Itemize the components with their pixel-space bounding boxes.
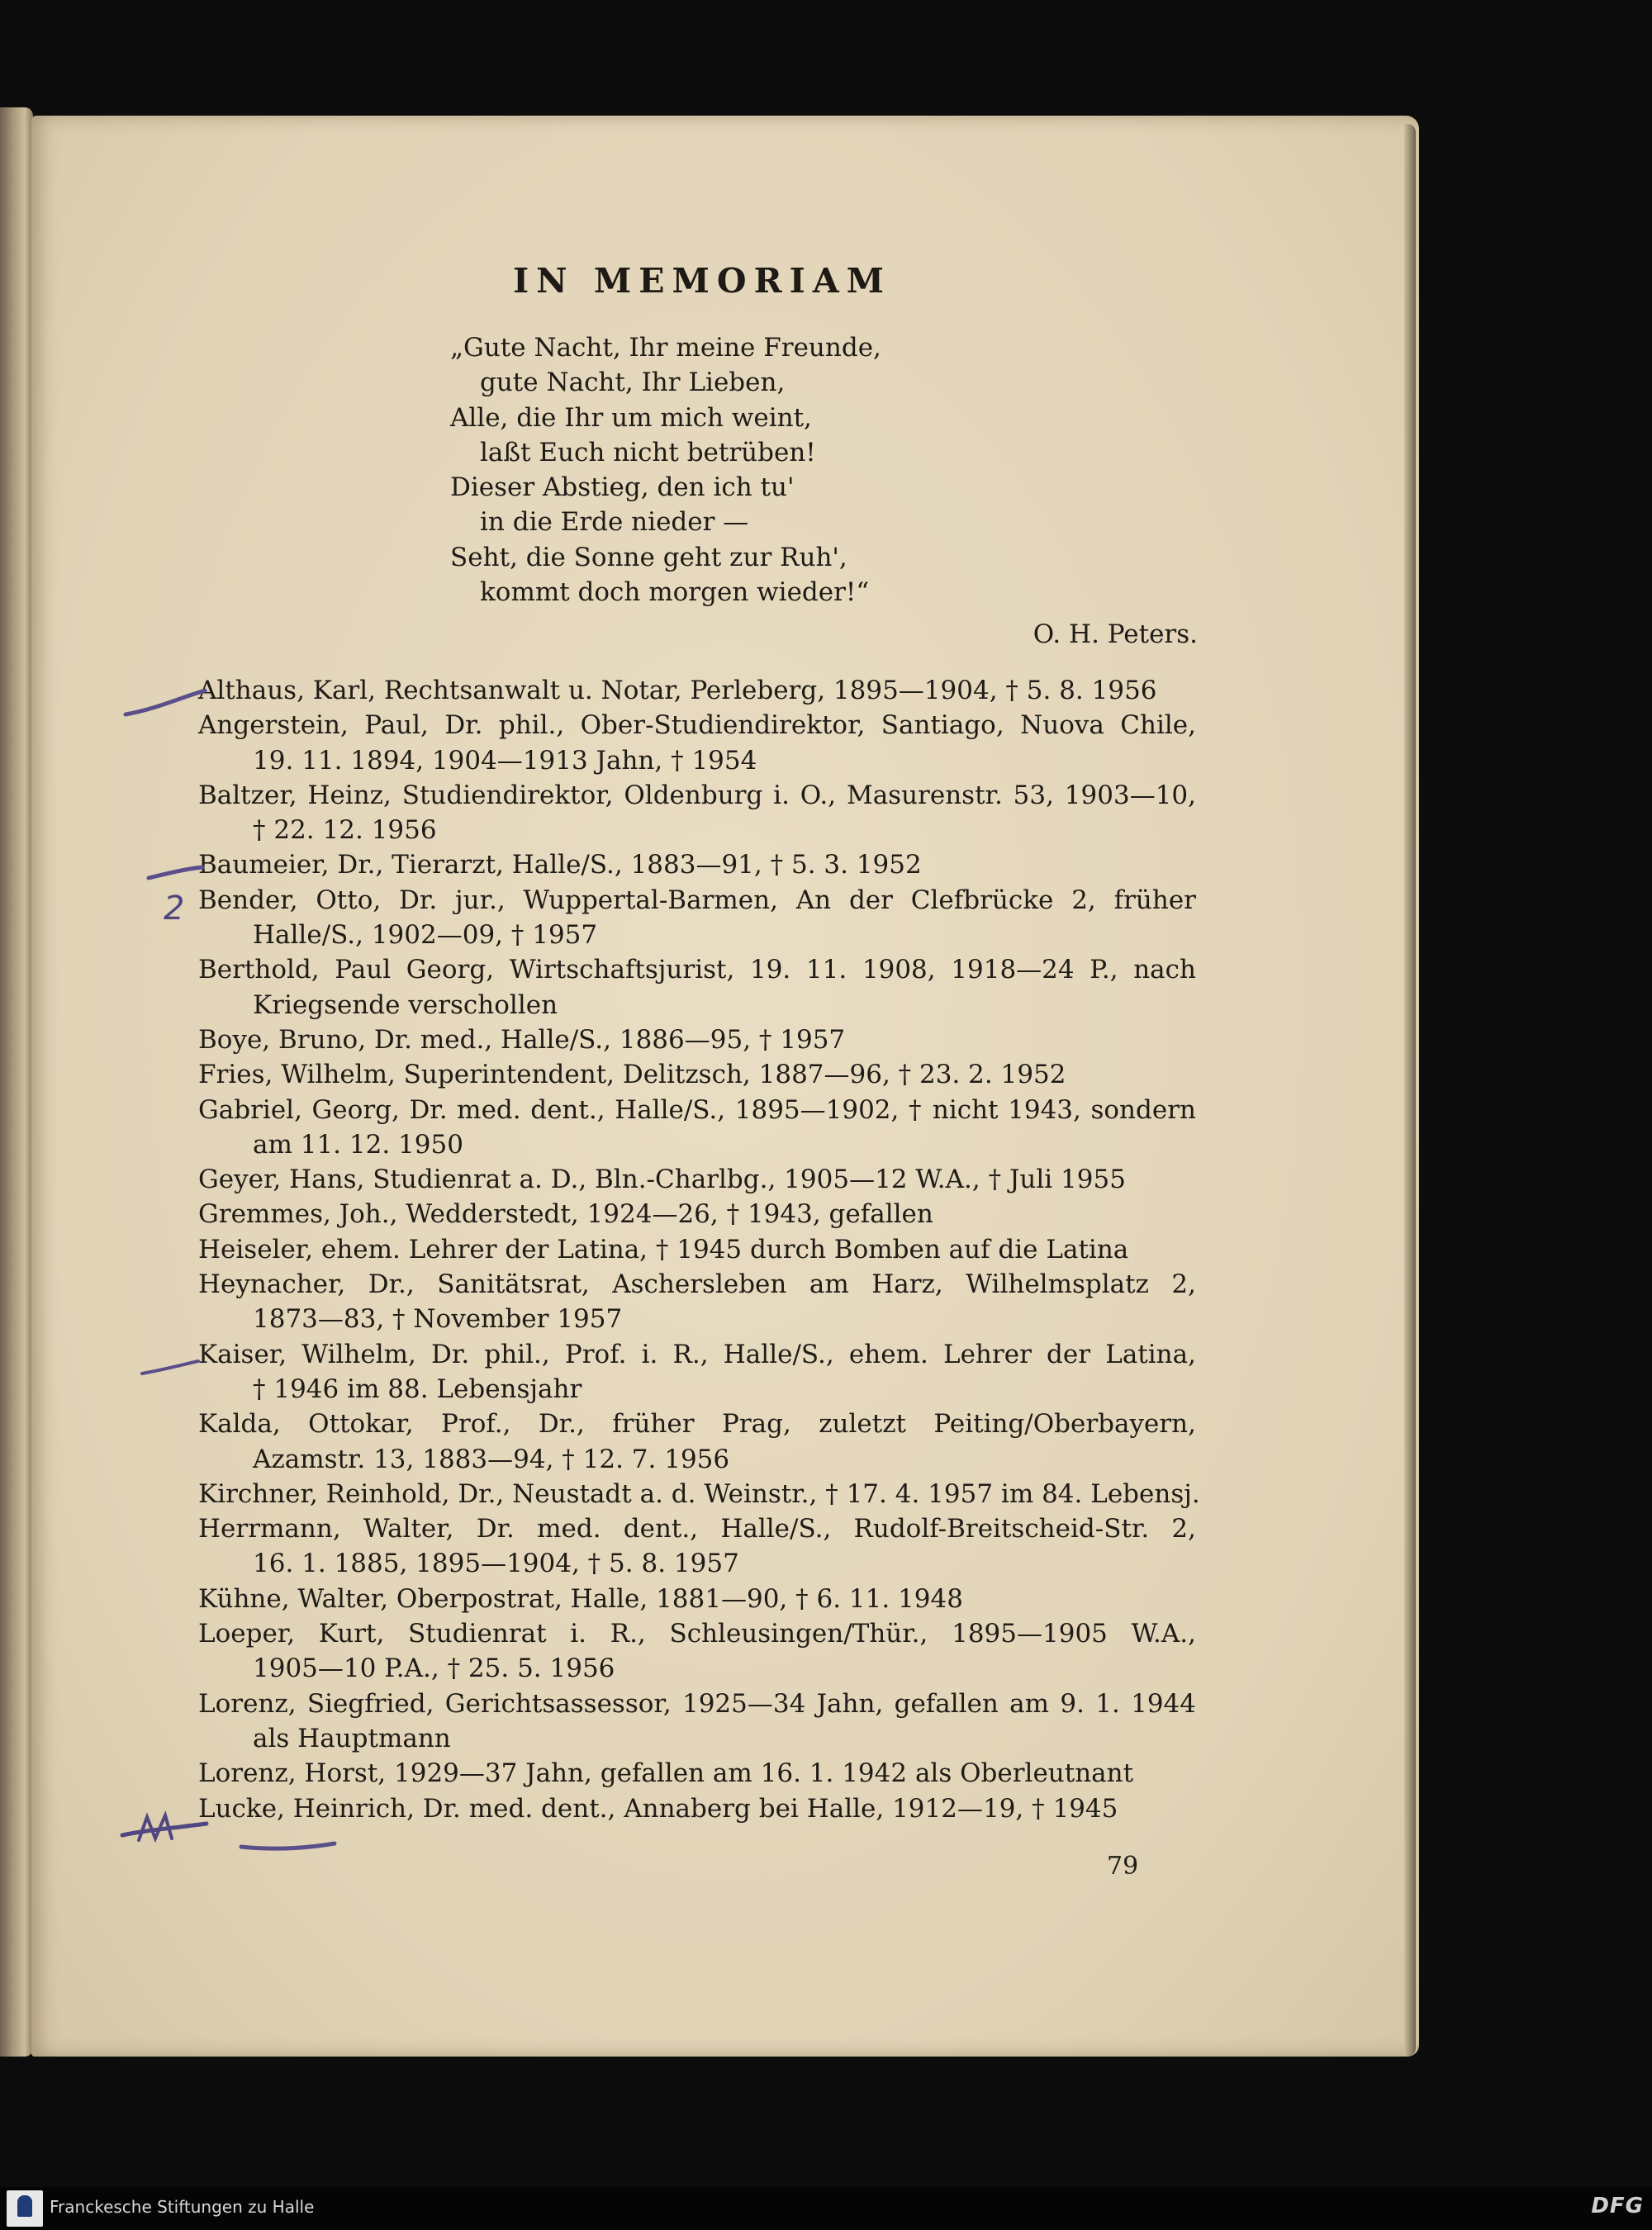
memorial-entry bbox=[198, 1337, 1196, 1407]
institution-name: Franckesche Stiftungen zu Halle bbox=[50, 2197, 315, 2217]
memorial-entry bbox=[198, 1477, 1200, 1511]
entry-line: Berthold, Paul Georg, Wirtschaftsjurist, 19. 11. 1908, 1918—24 P., nach bbox=[198, 955, 1196, 985]
entry-continuation-line: 16. 1. 1885, 1895—1904, † 5. 8. 1957 bbox=[253, 1549, 739, 1579]
entry-line: Lucke, Heinrich, Dr. med. dent., Annaberg bei Halle, 1912—19, † 1945 bbox=[198, 1793, 1118, 1824]
memorial-entry bbox=[198, 847, 1196, 882]
page-number: 79 bbox=[1107, 1852, 1139, 1881]
memorial-entry bbox=[198, 1022, 1196, 1057]
poem bbox=[450, 330, 881, 610]
memorial-entry bbox=[198, 1197, 1196, 1231]
entry-line: Boye, Bruno, Dr. med., Halle/S., 1886—95, † 1957 bbox=[198, 1024, 846, 1055]
entry-line: Heiseler, ehem. Lehrer der Latina, † 1945 durch Bomben auf die Latina bbox=[198, 1234, 1129, 1264]
pencil-number-2: 2 bbox=[164, 890, 185, 928]
memorial-entry bbox=[198, 778, 1196, 848]
entry-line: Baltzer, Heinz, Studiendirektor, Oldenburg i. O., Masurenstr. 53, 1903—10, bbox=[198, 780, 1196, 810]
poem-line: Seht, die Sonne geht zur Ruh', bbox=[450, 542, 847, 572]
memorial-entry bbox=[198, 1057, 1196, 1092]
memorial-entry bbox=[198, 1616, 1196, 1687]
entry-continuation-line: am 11. 12. 1950 bbox=[253, 1129, 463, 1160]
memorial-entry bbox=[198, 883, 1196, 953]
memorial-entry bbox=[198, 673, 1196, 708]
entry-continuation-line: Kriegsende verschollen bbox=[253, 989, 558, 1020]
memorial-entry bbox=[198, 1687, 1196, 1757]
entry-line: Lorenz, Horst, 1929—37 Jahn, gefallen am 16. 1. 1942 als Oberleutnant bbox=[198, 1758, 1134, 1789]
entry-line: Loeper, Kurt, Studienrat i. R., Schleusingen/Thür., 1895—1905 W.A., bbox=[198, 1619, 1196, 1649]
right-page-edge bbox=[1404, 124, 1416, 2057]
entry-line: Kaiser, Wilhelm, Dr. phil., Prof. i. R., Halle/S., ehem. Lehrer der Latina, bbox=[198, 1339, 1196, 1369]
dfg-logo: DFG bbox=[1591, 2194, 1644, 2218]
entry-line: Kühne, Walter, Oberpostrat, Halle, 1881—90, † 6. 11. 1948 bbox=[198, 1583, 963, 1614]
entry-continuation-line: † 22. 12. 1956 bbox=[253, 815, 437, 846]
poem-line: laßt Euch nicht betrüben! bbox=[480, 437, 816, 467]
page-title: IN MEMORIAM bbox=[512, 261, 892, 301]
memorial-entry bbox=[198, 1093, 1196, 1163]
entry-line: Gremmes, Joh., Wedderstedt, 1924—26, † 1943, gefallen bbox=[198, 1199, 933, 1230]
entry-line: Kirchner, Reinhold, Dr., Neustadt a. d. Weinstr., † 17. 4. 1957 im 84. Lebensj. bbox=[198, 1478, 1200, 1509]
entry-line: Geyer, Hans, Studienrat a. D., Bln.-Charlbg., 1905—12 W.A., † Juli 1955 bbox=[198, 1165, 1126, 1195]
entry-continuation-line: 1905—10 P.A., † 25. 5. 1956 bbox=[253, 1654, 615, 1684]
entry-line: Gabriel, Georg, Dr. med. dent., Halle/S., 1895—1902, † nicht 1943, sondern bbox=[198, 1094, 1196, 1125]
memorial-entry bbox=[198, 1232, 1196, 1267]
memorial-entry bbox=[198, 1511, 1196, 1582]
entry-continuation-line: 19. 11. 1894, 1904—1913 Jahn, † 1954 bbox=[253, 745, 757, 776]
entry-line: Baumeier, Dr., Tierarzt, Halle/S., 1883—91, † 5. 3. 1952 bbox=[198, 850, 922, 880]
memorial-entry bbox=[198, 1267, 1196, 1337]
memorial-entry bbox=[198, 708, 1196, 778]
poem-line: „Gute Nacht, Ihr meine Freunde, bbox=[450, 333, 881, 363]
entry-continuation-line: Halle/S., 1902—09, † 1957 bbox=[253, 920, 598, 951]
entry-continuation-line: als Hauptmann bbox=[253, 1723, 451, 1753]
entry-line: Fries, Wilhelm, Superintendent, Delitzsch, 1887—96, † 23. 2. 1952 bbox=[198, 1060, 1066, 1090]
entry-line: Angerstein, Paul, Dr. phil., Ober-Studiendirektor, Santiago, Nuova Chile, bbox=[198, 710, 1196, 741]
memorial-entry bbox=[198, 1791, 1196, 1826]
entry-line: Bender, Otto, Dr. jur., Wuppertal-Barmen, An der Clefbrücke 2, früher bbox=[198, 885, 1196, 915]
memorial-list bbox=[198, 673, 1200, 1826]
entry-continuation-line: † 1946 im 88. Lebensjahr bbox=[253, 1374, 582, 1404]
poem-line: Dieser Abstieg, den ich tu' bbox=[450, 472, 795, 503]
entry-line: Althaus, Karl, Rechtsanwalt u. Notar, Perleberg, 1895—1904, † 5. 8. 1956 bbox=[198, 676, 1157, 705]
left-page-edge bbox=[0, 107, 33, 2057]
entry-line: Kalda, Ottokar, Prof., Dr., früher Prag, zuletzt Peiting/Oberbayern, bbox=[198, 1409, 1196, 1440]
poem-author: O. H. Peters. bbox=[1032, 619, 1198, 649]
memorial-entry bbox=[198, 1582, 1196, 1616]
memorial-entry bbox=[198, 952, 1196, 1022]
entry-line: Heynacher, Dr., Sanitätsrat, Aschersleben am Harz, Wilhelmsplatz 2, bbox=[198, 1269, 1196, 1300]
institution-logo bbox=[7, 2190, 43, 2227]
poem-line: Alle, die Ihr um mich weint, bbox=[450, 402, 812, 433]
entry-line: Herrmann, Walter, Dr. med. dent., Halle/S., Rudolf-Breitscheid-Str. 2, bbox=[198, 1514, 1196, 1544]
poem-line: in die Erde nieder — bbox=[480, 507, 749, 538]
entry-line: Lorenz, Siegfried, Gerichtsassessor, 1925—34 Jahn, gefallen am 9. 1. 1944 bbox=[198, 1688, 1196, 1719]
entry-continuation-line: 1873—83, † November 1957 bbox=[253, 1304, 623, 1335]
memorial-entry bbox=[198, 1407, 1196, 1477]
poem-line: kommt doch morgen wieder!“ bbox=[480, 577, 870, 608]
memorial-entry bbox=[198, 1162, 1196, 1197]
entry-continuation-line: Azamstr. 13, 1883—94, † 12. 7. 1956 bbox=[253, 1444, 730, 1474]
memorial-entry bbox=[198, 1756, 1196, 1791]
poem-line: gute Nacht, Ihr Lieben, bbox=[480, 368, 786, 398]
